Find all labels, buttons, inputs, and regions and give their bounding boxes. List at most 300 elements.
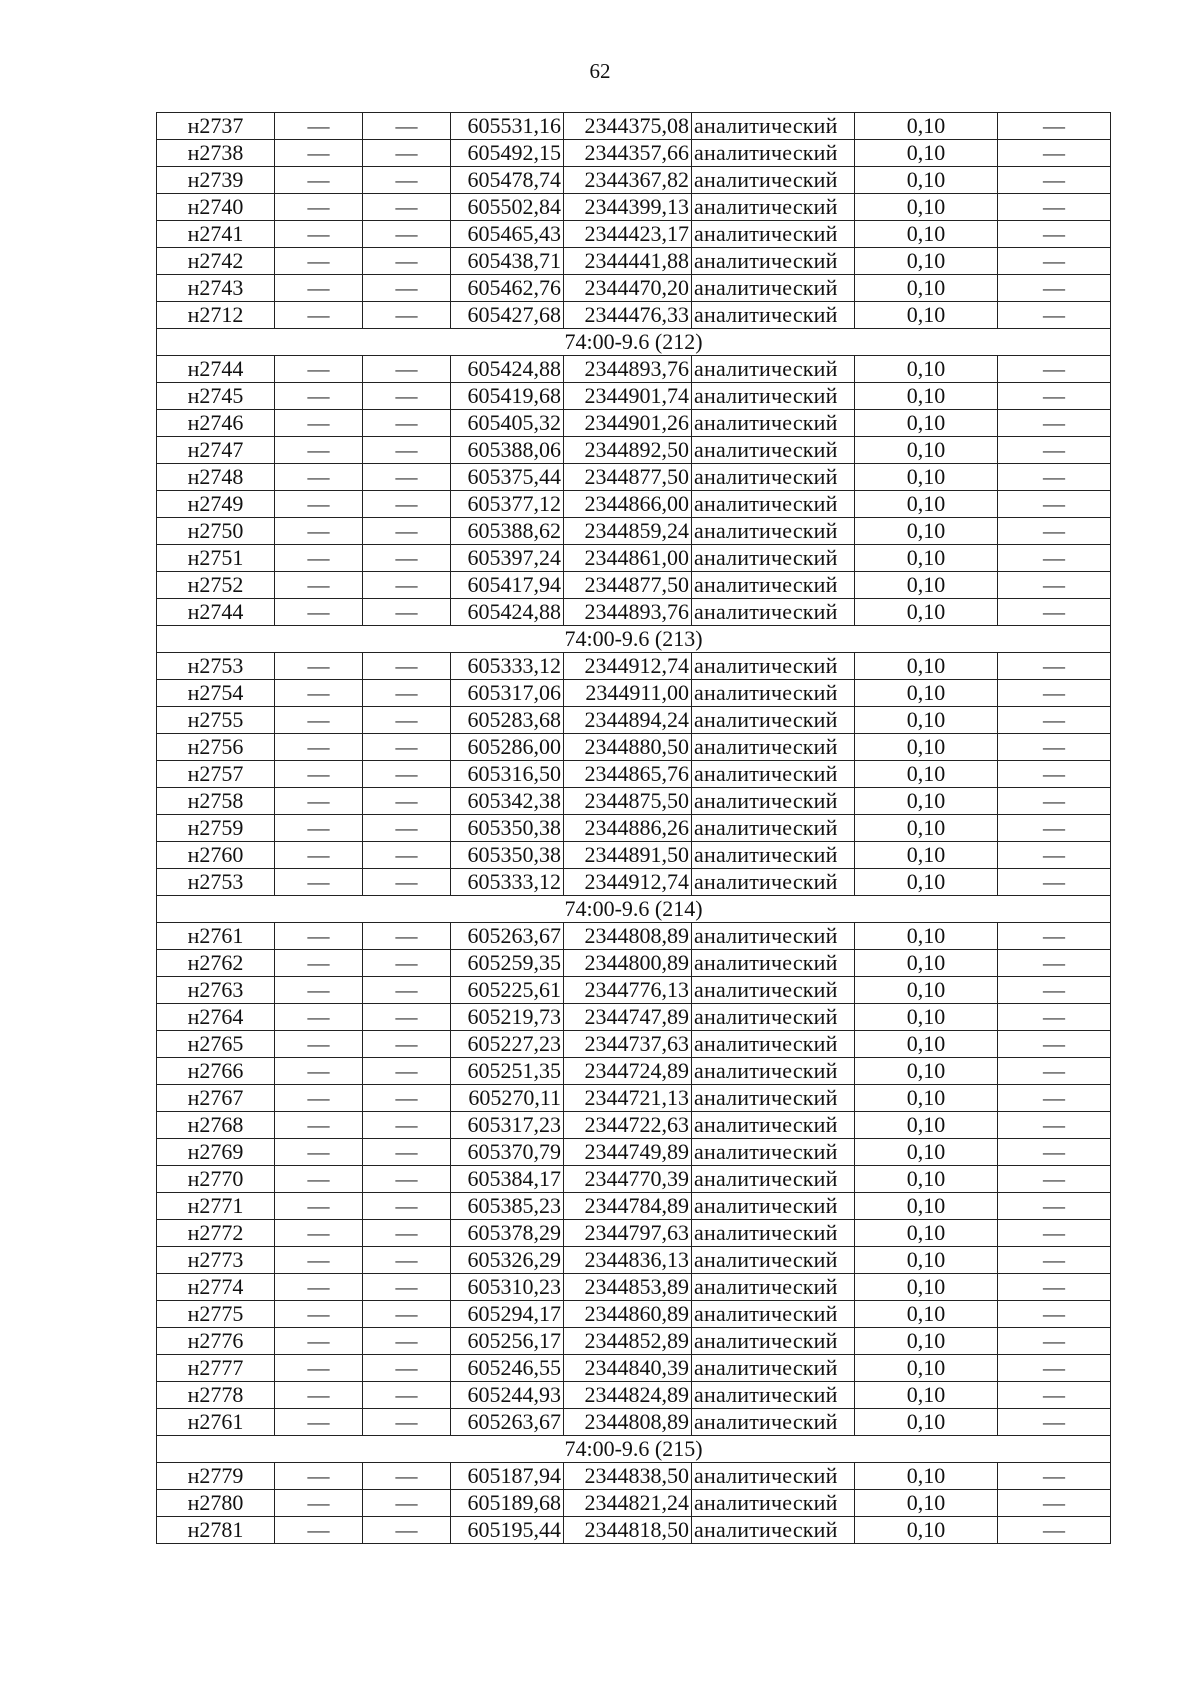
- description-cell: —: [998, 599, 1111, 626]
- old-y-cell: —: [363, 1139, 451, 1166]
- section-header-row: [157, 626, 1111, 653]
- point-number-cell: н2743: [157, 275, 275, 302]
- method-cell: аналитический: [692, 1247, 855, 1274]
- point-number-cell: н2753: [157, 653, 275, 680]
- description-cell: —: [998, 437, 1111, 464]
- old-x-cell: —: [275, 410, 363, 437]
- new-x-cell: 605189,68: [451, 1490, 564, 1517]
- method-cell: аналитический: [692, 1382, 855, 1409]
- new-y-cell: 2344375,08: [564, 113, 692, 140]
- point-number-cell: н2778: [157, 1382, 275, 1409]
- new-y-cell: 2344912,74: [564, 869, 692, 896]
- accuracy-cell: 0,10: [855, 221, 998, 248]
- method-cell: аналитический: [692, 680, 855, 707]
- old-x-cell: —: [275, 383, 363, 410]
- table-row: [157, 1517, 1111, 1544]
- method-cell: аналитический: [692, 113, 855, 140]
- old-y-cell: —: [363, 1031, 451, 1058]
- old-y-cell: —: [363, 167, 451, 194]
- old-x-cell: —: [275, 140, 363, 167]
- point-number-cell: н2779: [157, 1463, 275, 1490]
- point-number-cell: н2762: [157, 950, 275, 977]
- accuracy-cell: 0,10: [855, 1220, 998, 1247]
- method-cell: аналитический: [692, 950, 855, 977]
- method-cell: аналитический: [692, 1085, 855, 1112]
- description-cell: —: [998, 1247, 1111, 1274]
- old-x-cell: —: [275, 518, 363, 545]
- new-x-cell: 605465,43: [451, 221, 564, 248]
- new-y-cell: 2344853,89: [564, 1274, 692, 1301]
- method-cell: аналитический: [692, 1274, 855, 1301]
- method-cell: аналитический: [692, 1112, 855, 1139]
- new-x-cell: 605531,16: [451, 113, 564, 140]
- new-x-cell: 605316,50: [451, 761, 564, 788]
- point-number-cell: н2754: [157, 680, 275, 707]
- old-x-cell: —: [275, 653, 363, 680]
- point-number-cell: н2760: [157, 842, 275, 869]
- description-cell: —: [998, 248, 1111, 275]
- table-row: [157, 1139, 1111, 1166]
- new-y-cell: 2344891,50: [564, 842, 692, 869]
- accuracy-cell: 0,10: [855, 599, 998, 626]
- accuracy-cell: 0,10: [855, 194, 998, 221]
- old-y-cell: —: [363, 680, 451, 707]
- old-y-cell: —: [363, 1193, 451, 1220]
- table-row: [157, 437, 1111, 464]
- new-x-cell: 605244,93: [451, 1382, 564, 1409]
- new-y-cell: 2344860,89: [564, 1301, 692, 1328]
- method-cell: аналитический: [692, 1031, 855, 1058]
- accuracy-cell: 0,10: [855, 869, 998, 896]
- new-y-cell: 2344875,50: [564, 788, 692, 815]
- description-cell: —: [998, 1220, 1111, 1247]
- old-x-cell: —: [275, 1355, 363, 1382]
- new-y-cell: 2344821,24: [564, 1490, 692, 1517]
- description-cell: —: [998, 1112, 1111, 1139]
- table-row: [157, 275, 1111, 302]
- new-y-cell: 2344776,13: [564, 977, 692, 1004]
- table-row: [157, 248, 1111, 275]
- point-number-cell: н2772: [157, 1220, 275, 1247]
- accuracy-cell: 0,10: [855, 437, 998, 464]
- old-x-cell: —: [275, 1220, 363, 1247]
- new-y-cell: 2344911,00: [564, 680, 692, 707]
- new-x-cell: 605326,29: [451, 1247, 564, 1274]
- method-cell: аналитический: [692, 437, 855, 464]
- method-cell: аналитический: [692, 923, 855, 950]
- table-body: [157, 113, 1111, 1544]
- new-x-cell: 605227,23: [451, 1031, 564, 1058]
- old-y-cell: —: [363, 761, 451, 788]
- new-y-cell: 2344901,26: [564, 410, 692, 437]
- table-row: [157, 167, 1111, 194]
- new-x-cell: 605256,17: [451, 1328, 564, 1355]
- table-row: [157, 113, 1111, 140]
- description-cell: —: [998, 113, 1111, 140]
- description-cell: —: [998, 1517, 1111, 1544]
- old-y-cell: —: [363, 815, 451, 842]
- new-y-cell: 2344423,17: [564, 221, 692, 248]
- new-x-cell: 605417,94: [451, 572, 564, 599]
- table-row: [157, 977, 1111, 1004]
- old-x-cell: —: [275, 464, 363, 491]
- method-cell: аналитический: [692, 1490, 855, 1517]
- new-x-cell: 605317,06: [451, 680, 564, 707]
- old-x-cell: —: [275, 680, 363, 707]
- old-y-cell: —: [363, 1004, 451, 1031]
- point-number-cell: н2712: [157, 302, 275, 329]
- accuracy-cell: 0,10: [855, 1274, 998, 1301]
- description-cell: —: [998, 1139, 1111, 1166]
- description-cell: —: [998, 815, 1111, 842]
- method-cell: аналитический: [692, 1355, 855, 1382]
- new-y-cell: 2344893,76: [564, 356, 692, 383]
- old-y-cell: —: [363, 1382, 451, 1409]
- old-y-cell: —: [363, 1409, 451, 1436]
- description-cell: —: [998, 572, 1111, 599]
- old-x-cell: —: [275, 248, 363, 275]
- old-x-cell: —: [275, 1031, 363, 1058]
- method-cell: аналитический: [692, 842, 855, 869]
- table-row: [157, 491, 1111, 518]
- method-cell: аналитический: [692, 491, 855, 518]
- old-y-cell: —: [363, 248, 451, 275]
- table-row: [157, 869, 1111, 896]
- table-row: [157, 383, 1111, 410]
- table-row: [157, 761, 1111, 788]
- new-x-cell: 605384,17: [451, 1166, 564, 1193]
- method-cell: аналитический: [692, 707, 855, 734]
- new-x-cell: 605438,71: [451, 248, 564, 275]
- accuracy-cell: 0,10: [855, 1004, 998, 1031]
- method-cell: аналитический: [692, 356, 855, 383]
- old-x-cell: —: [275, 1301, 363, 1328]
- description-cell: —: [998, 140, 1111, 167]
- accuracy-cell: 0,10: [855, 383, 998, 410]
- accuracy-cell: 0,10: [855, 1463, 998, 1490]
- coordinates-table: [156, 112, 1111, 1544]
- old-x-cell: —: [275, 761, 363, 788]
- accuracy-cell: 0,10: [855, 1031, 998, 1058]
- accuracy-cell: 0,10: [855, 680, 998, 707]
- table-row: [157, 140, 1111, 167]
- old-x-cell: —: [275, 356, 363, 383]
- point-number-cell: н2780: [157, 1490, 275, 1517]
- old-y-cell: —: [363, 302, 451, 329]
- point-number-cell: н2769: [157, 1139, 275, 1166]
- method-cell: аналитический: [692, 1517, 855, 1544]
- description-cell: —: [998, 869, 1111, 896]
- accuracy-cell: 0,10: [855, 734, 998, 761]
- point-number-cell: н2757: [157, 761, 275, 788]
- accuracy-cell: 0,10: [855, 815, 998, 842]
- old-x-cell: —: [275, 1409, 363, 1436]
- new-x-cell: 605377,12: [451, 491, 564, 518]
- method-cell: аналитический: [692, 1058, 855, 1085]
- new-y-cell: 2344838,50: [564, 1463, 692, 1490]
- table-row: [157, 194, 1111, 221]
- new-x-cell: 605419,68: [451, 383, 564, 410]
- accuracy-cell: 0,10: [855, 950, 998, 977]
- old-y-cell: —: [363, 518, 451, 545]
- accuracy-cell: 0,10: [855, 113, 998, 140]
- new-y-cell: 2344886,26: [564, 815, 692, 842]
- new-y-cell: 2344770,39: [564, 1166, 692, 1193]
- new-y-cell: 2344399,13: [564, 194, 692, 221]
- old-y-cell: —: [363, 977, 451, 1004]
- description-cell: —: [998, 923, 1111, 950]
- table-row: [157, 1112, 1111, 1139]
- accuracy-cell: 0,10: [855, 842, 998, 869]
- description-cell: —: [998, 1463, 1111, 1490]
- table-row: [157, 410, 1111, 437]
- table-row: [157, 653, 1111, 680]
- method-cell: аналитический: [692, 977, 855, 1004]
- old-y-cell: —: [363, 842, 451, 869]
- old-y-cell: —: [363, 1220, 451, 1247]
- new-x-cell: 605270,11: [451, 1085, 564, 1112]
- new-x-cell: 605251,35: [451, 1058, 564, 1085]
- old-x-cell: —: [275, 545, 363, 572]
- method-cell: аналитический: [692, 140, 855, 167]
- description-cell: —: [998, 356, 1111, 383]
- method-cell: аналитический: [692, 1220, 855, 1247]
- point-number-cell: н2745: [157, 383, 275, 410]
- old-y-cell: —: [363, 437, 451, 464]
- new-x-cell: 605388,62: [451, 518, 564, 545]
- old-y-cell: —: [363, 599, 451, 626]
- accuracy-cell: 0,10: [855, 1382, 998, 1409]
- description-cell: —: [998, 1382, 1111, 1409]
- old-y-cell: —: [363, 788, 451, 815]
- table-row: [157, 734, 1111, 761]
- accuracy-cell: 0,10: [855, 1166, 998, 1193]
- point-number-cell: н2746: [157, 410, 275, 437]
- point-number-cell: н2775: [157, 1301, 275, 1328]
- new-x-cell: 605385,23: [451, 1193, 564, 1220]
- new-y-cell: 2344470,20: [564, 275, 692, 302]
- new-x-cell: 605350,38: [451, 815, 564, 842]
- old-x-cell: —: [275, 1085, 363, 1112]
- accuracy-cell: 0,10: [855, 788, 998, 815]
- new-x-cell: 605195,44: [451, 1517, 564, 1544]
- new-x-cell: 605462,76: [451, 275, 564, 302]
- new-x-cell: 605283,68: [451, 707, 564, 734]
- point-number-cell: н2741: [157, 221, 275, 248]
- new-y-cell: 2344865,76: [564, 761, 692, 788]
- method-cell: аналитический: [692, 1463, 855, 1490]
- new-x-cell: 605397,24: [451, 545, 564, 572]
- method-cell: аналитический: [692, 518, 855, 545]
- table-row: [157, 599, 1111, 626]
- old-x-cell: —: [275, 1274, 363, 1301]
- new-y-cell: 2344721,13: [564, 1085, 692, 1112]
- point-number-cell: н2768: [157, 1112, 275, 1139]
- accuracy-cell: 0,10: [855, 140, 998, 167]
- new-y-cell: 2344877,50: [564, 572, 692, 599]
- accuracy-cell: 0,10: [855, 275, 998, 302]
- new-y-cell: 2344737,63: [564, 1031, 692, 1058]
- point-number-cell: н2756: [157, 734, 275, 761]
- description-cell: —: [998, 518, 1111, 545]
- table-row: [157, 1031, 1111, 1058]
- point-number-cell: н2777: [157, 1355, 275, 1382]
- old-x-cell: —: [275, 1166, 363, 1193]
- point-number-cell: н2781: [157, 1517, 275, 1544]
- description-cell: —: [998, 1004, 1111, 1031]
- new-y-cell: 2344797,63: [564, 1220, 692, 1247]
- point-number-cell: н2738: [157, 140, 275, 167]
- new-y-cell: 2344747,89: [564, 1004, 692, 1031]
- new-y-cell: 2344749,89: [564, 1139, 692, 1166]
- new-y-cell: 2344836,13: [564, 1247, 692, 1274]
- point-number-cell: н2761: [157, 1409, 275, 1436]
- new-x-cell: 605502,84: [451, 194, 564, 221]
- old-y-cell: —: [363, 1328, 451, 1355]
- method-cell: аналитический: [692, 275, 855, 302]
- new-x-cell: 605424,88: [451, 599, 564, 626]
- new-y-cell: 2344892,50: [564, 437, 692, 464]
- point-number-cell: н2740: [157, 194, 275, 221]
- new-y-cell: 2344818,50: [564, 1517, 692, 1544]
- old-y-cell: —: [363, 1301, 451, 1328]
- table-row: [157, 545, 1111, 572]
- new-y-cell: 2344784,89: [564, 1193, 692, 1220]
- table-row: [157, 1247, 1111, 1274]
- old-y-cell: —: [363, 1112, 451, 1139]
- new-x-cell: 605375,44: [451, 464, 564, 491]
- description-cell: —: [998, 275, 1111, 302]
- old-y-cell: —: [363, 572, 451, 599]
- method-cell: аналитический: [692, 761, 855, 788]
- accuracy-cell: 0,10: [855, 167, 998, 194]
- old-x-cell: —: [275, 1382, 363, 1409]
- table-row: [157, 464, 1111, 491]
- table-row: [157, 707, 1111, 734]
- accuracy-cell: 0,10: [855, 572, 998, 599]
- point-number-cell: н2744: [157, 599, 275, 626]
- accuracy-cell: 0,10: [855, 464, 998, 491]
- new-x-cell: 605317,23: [451, 1112, 564, 1139]
- table-row: [157, 302, 1111, 329]
- old-x-cell: —: [275, 1517, 363, 1544]
- accuracy-cell: 0,10: [855, 518, 998, 545]
- old-y-cell: —: [363, 194, 451, 221]
- description-cell: —: [998, 950, 1111, 977]
- point-number-cell: н2752: [157, 572, 275, 599]
- new-x-cell: 605378,29: [451, 1220, 564, 1247]
- new-y-cell: 2344476,33: [564, 302, 692, 329]
- point-number-cell: н2776: [157, 1328, 275, 1355]
- point-number-cell: н2770: [157, 1166, 275, 1193]
- description-cell: —: [998, 788, 1111, 815]
- section-header-row: [157, 1436, 1111, 1463]
- old-y-cell: —: [363, 383, 451, 410]
- new-x-cell: 605263,67: [451, 1409, 564, 1436]
- old-x-cell: —: [275, 1328, 363, 1355]
- new-x-cell: 605187,94: [451, 1463, 564, 1490]
- old-x-cell: —: [275, 815, 363, 842]
- description-cell: —: [998, 653, 1111, 680]
- description-cell: —: [998, 1031, 1111, 1058]
- old-x-cell: —: [275, 923, 363, 950]
- description-cell: —: [998, 1328, 1111, 1355]
- old-x-cell: —: [275, 1490, 363, 1517]
- description-cell: —: [998, 761, 1111, 788]
- point-number-cell: н2764: [157, 1004, 275, 1031]
- point-number-cell: н2771: [157, 1193, 275, 1220]
- table-row: [157, 518, 1111, 545]
- point-number-cell: н2761: [157, 923, 275, 950]
- new-y-cell: 2344893,76: [564, 599, 692, 626]
- table-row: [157, 1166, 1111, 1193]
- new-y-cell: 2344859,24: [564, 518, 692, 545]
- new-x-cell: 605492,15: [451, 140, 564, 167]
- method-cell: аналитический: [692, 1139, 855, 1166]
- table-row: [157, 221, 1111, 248]
- old-y-cell: —: [363, 1274, 451, 1301]
- table-row: [157, 1490, 1111, 1517]
- new-y-cell: 2344722,63: [564, 1112, 692, 1139]
- method-cell: аналитический: [692, 302, 855, 329]
- new-y-cell: 2344852,89: [564, 1328, 692, 1355]
- new-y-cell: 2344894,24: [564, 707, 692, 734]
- point-number-cell: н2774: [157, 1274, 275, 1301]
- description-cell: —: [998, 1490, 1111, 1517]
- table-row: [157, 1193, 1111, 1220]
- table-row: [157, 1301, 1111, 1328]
- section-label: 74:00-9.6 (213): [157, 626, 1111, 653]
- point-number-cell: н2747: [157, 437, 275, 464]
- new-x-cell: 605219,73: [451, 1004, 564, 1031]
- new-x-cell: 605333,12: [451, 869, 564, 896]
- new-y-cell: 2344912,74: [564, 653, 692, 680]
- old-x-cell: —: [275, 707, 363, 734]
- point-number-cell: н2739: [157, 167, 275, 194]
- accuracy-cell: 0,10: [855, 410, 998, 437]
- new-x-cell: 605263,67: [451, 923, 564, 950]
- old-x-cell: —: [275, 1463, 363, 1490]
- description-cell: —: [998, 734, 1111, 761]
- new-x-cell: 605424,88: [451, 356, 564, 383]
- accuracy-cell: 0,10: [855, 1058, 998, 1085]
- new-x-cell: 605405,32: [451, 410, 564, 437]
- old-x-cell: —: [275, 977, 363, 1004]
- old-x-cell: —: [275, 1247, 363, 1274]
- description-cell: —: [998, 167, 1111, 194]
- old-x-cell: —: [275, 491, 363, 518]
- accuracy-cell: 0,10: [855, 1112, 998, 1139]
- point-number-cell: н2742: [157, 248, 275, 275]
- section-header-row: [157, 329, 1111, 356]
- old-y-cell: —: [363, 275, 451, 302]
- point-number-cell: н2763: [157, 977, 275, 1004]
- method-cell: аналитический: [692, 1166, 855, 1193]
- point-number-cell: н2744: [157, 356, 275, 383]
- new-x-cell: 605259,35: [451, 950, 564, 977]
- new-y-cell: 2344441,88: [564, 248, 692, 275]
- old-y-cell: —: [363, 545, 451, 572]
- method-cell: аналитический: [692, 1193, 855, 1220]
- old-y-cell: —: [363, 1490, 451, 1517]
- description-cell: —: [998, 491, 1111, 518]
- new-x-cell: 605294,17: [451, 1301, 564, 1328]
- new-y-cell: 2344866,00: [564, 491, 692, 518]
- section-label: 74:00-9.6 (214): [157, 896, 1111, 923]
- table-row: [157, 356, 1111, 383]
- method-cell: аналитический: [692, 653, 855, 680]
- accuracy-cell: 0,10: [855, 1301, 998, 1328]
